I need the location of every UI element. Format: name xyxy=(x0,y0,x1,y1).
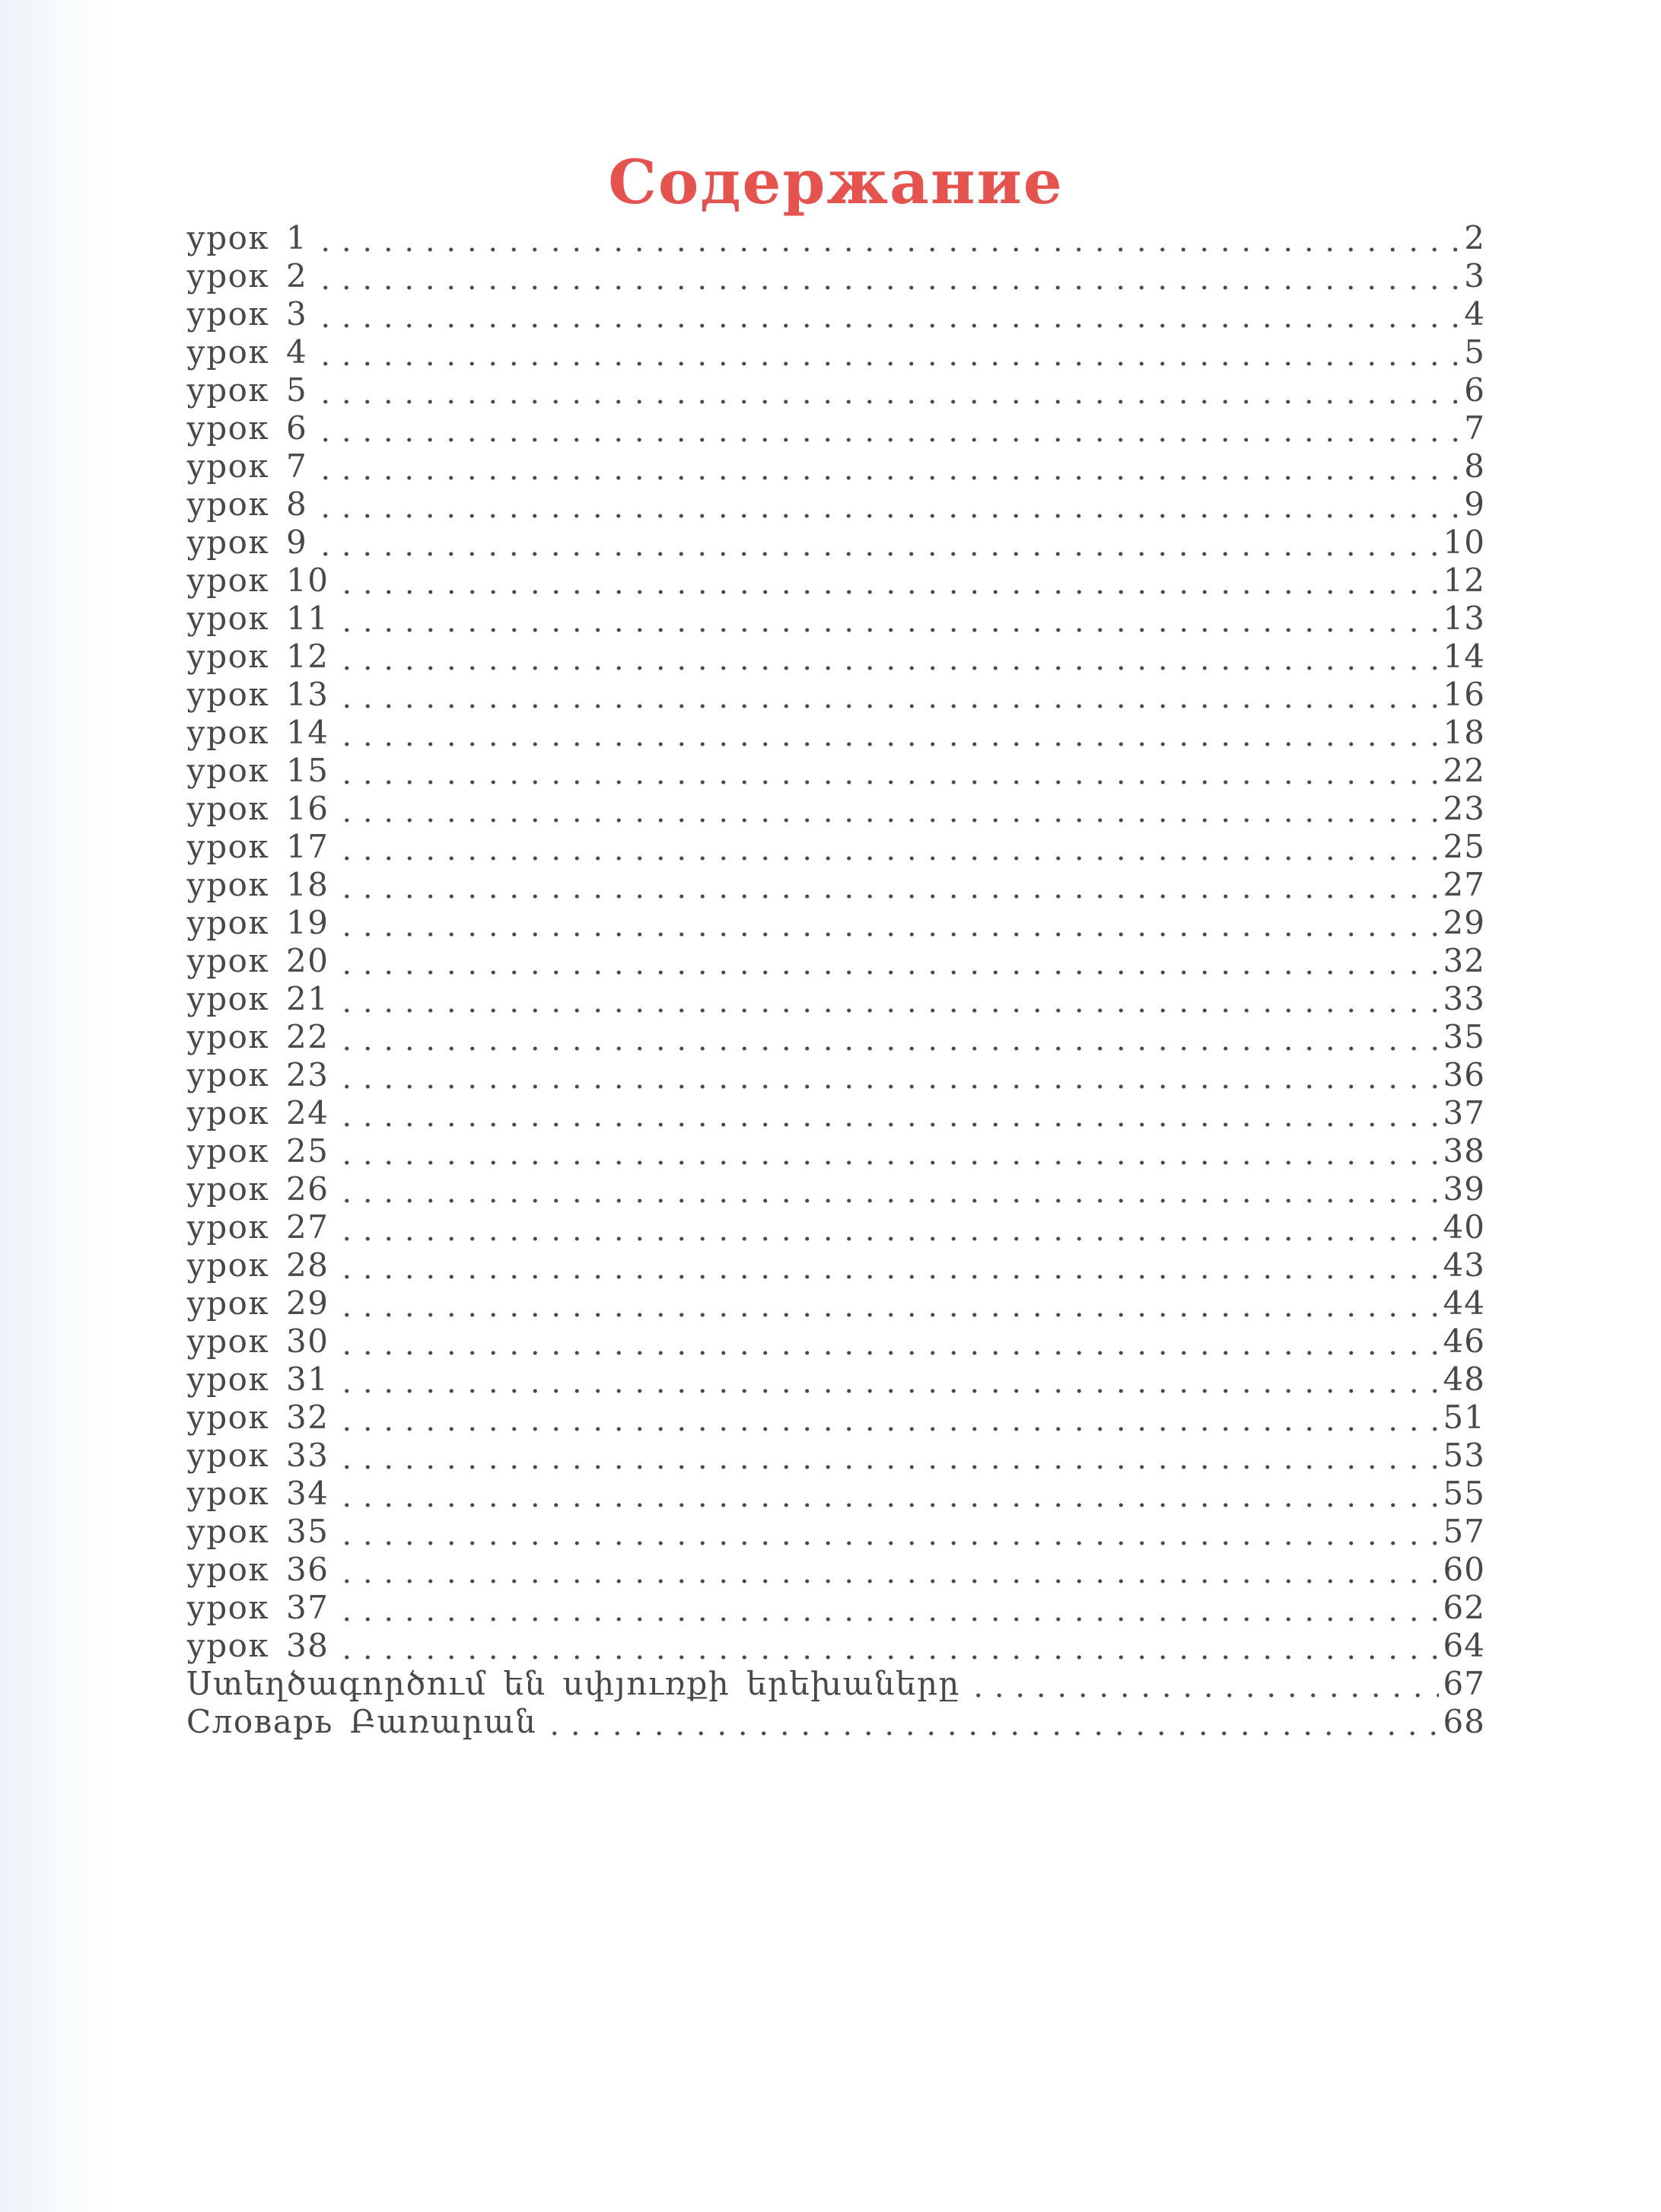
toc-entry-label: урок 31 xyxy=(186,1361,329,1398)
toc-entry-label: урок 34 xyxy=(186,1475,329,1512)
toc-entry-page: 43 xyxy=(1443,1246,1485,1284)
toc-entry xyxy=(186,790,1485,828)
toc-entry xyxy=(186,980,1485,1018)
dotted-leader xyxy=(336,1208,1438,1246)
toc-entry xyxy=(186,752,1485,790)
toc-entry-label: урок 36 xyxy=(186,1551,329,1588)
toc-entry xyxy=(186,1246,1485,1284)
toc-entry xyxy=(186,1703,1485,1741)
toc-entry-page: 36 xyxy=(1443,1056,1485,1093)
toc-entry xyxy=(186,1437,1485,1475)
toc-entry-page: 39 xyxy=(1443,1170,1485,1208)
toc-entry xyxy=(186,295,1485,333)
dotted-leader xyxy=(336,600,1438,638)
dotted-leader xyxy=(315,524,1438,562)
toc-entry-label: урок 24 xyxy=(186,1094,329,1131)
toc-entry xyxy=(186,1170,1485,1208)
dotted-leader xyxy=(315,333,1459,371)
toc-entry-label: урок 37 xyxy=(186,1589,329,1626)
toc-entry-page: 22 xyxy=(1443,752,1485,789)
dotted-leader xyxy=(336,676,1438,714)
toc-entry-page: 14 xyxy=(1443,638,1485,675)
toc-entry-page: 12 xyxy=(1443,562,1485,599)
toc-entry xyxy=(186,485,1485,524)
toc-entry xyxy=(186,828,1485,866)
toc-entry-page: 29 xyxy=(1443,904,1485,941)
toc-entry-label: урок 33 xyxy=(186,1437,329,1474)
toc-entry-page: 51 xyxy=(1443,1399,1485,1436)
toc-entry-page: 40 xyxy=(1443,1208,1485,1246)
toc-entry-page: 55 xyxy=(1443,1475,1485,1512)
dotted-leader xyxy=(336,752,1438,790)
toc-entry-page: 7 xyxy=(1464,409,1485,447)
dotted-leader xyxy=(336,904,1438,942)
toc-entry xyxy=(186,714,1485,752)
toc-entry-label: урок 22 xyxy=(186,1018,329,1055)
toc-entry-label: урок 18 xyxy=(186,866,329,903)
toc-entry xyxy=(186,524,1485,562)
dotted-leader xyxy=(315,295,1459,333)
toc-entry-page: 2 xyxy=(1464,219,1485,256)
toc-entry xyxy=(186,1475,1485,1513)
toc-entry-page: 64 xyxy=(1443,1627,1485,1664)
toc-entry xyxy=(186,1551,1485,1589)
toc-entry-label: урок 5 xyxy=(186,371,308,409)
toc-entry-page: 38 xyxy=(1443,1132,1485,1170)
toc-entry-label: урок 32 xyxy=(186,1399,329,1436)
toc-entry-page: 6 xyxy=(1464,371,1485,409)
toc-entry xyxy=(186,676,1485,714)
toc-entry-label: урок 28 xyxy=(186,1246,329,1284)
toc-entry-page: 9 xyxy=(1464,485,1485,523)
dotted-leader xyxy=(336,980,1438,1018)
toc-entry-label: урок 30 xyxy=(186,1322,329,1360)
dotted-leader xyxy=(336,1627,1438,1665)
toc-entry-label: урок 7 xyxy=(186,447,308,485)
toc-entry-label: урок 15 xyxy=(186,752,329,789)
dotted-leader xyxy=(336,1551,1438,1589)
toc-entry xyxy=(186,409,1485,447)
toc-entry xyxy=(186,1513,1485,1551)
dotted-leader xyxy=(336,638,1438,676)
dotted-leader xyxy=(544,1703,1438,1741)
toc-entry-page: 68 xyxy=(1443,1703,1485,1740)
toc-entry-label: урок 12 xyxy=(186,638,329,675)
toc-entry-page: 32 xyxy=(1443,942,1485,979)
toc-entry xyxy=(186,371,1485,409)
toc-entry-label: урок 35 xyxy=(186,1513,329,1550)
dotted-leader xyxy=(336,1475,1438,1513)
toc-entry-label: урок 1 xyxy=(186,219,308,256)
toc-entry-page: 62 xyxy=(1443,1589,1485,1626)
toc-entry-page: 48 xyxy=(1443,1361,1485,1398)
toc-entry xyxy=(186,1208,1485,1246)
toc-entry-label: урок 29 xyxy=(186,1284,329,1322)
toc-entry xyxy=(186,1284,1485,1322)
toc-entry-page: 13 xyxy=(1443,600,1485,637)
toc-entry xyxy=(186,1132,1485,1170)
toc-entry-label: урок 38 xyxy=(186,1627,329,1664)
toc-entry xyxy=(186,257,1485,295)
dotted-leader xyxy=(336,1284,1438,1322)
dotted-leader xyxy=(968,1665,1439,1703)
dotted-leader xyxy=(336,1132,1438,1170)
toc-entry xyxy=(186,219,1485,257)
toc-entry-page: 35 xyxy=(1443,1018,1485,1055)
toc-entry-label: урок 8 xyxy=(186,485,308,523)
toc-entry-label: урок 6 xyxy=(186,409,308,447)
toc-entry-label: урок 3 xyxy=(186,295,308,333)
toc-entry-label: Словарь Բառարան xyxy=(186,1703,537,1740)
dotted-leader xyxy=(315,447,1459,485)
toc-entry-page: 3 xyxy=(1464,257,1485,294)
toc-entry xyxy=(186,1665,1485,1703)
dotted-leader xyxy=(336,1018,1438,1056)
toc-entry-label: урок 23 xyxy=(186,1056,329,1093)
dotted-leader xyxy=(336,1056,1438,1094)
toc-entry xyxy=(186,942,1485,980)
toc-entry-label: урок 16 xyxy=(186,790,329,827)
toc-entry xyxy=(186,1627,1485,1665)
toc-entry-page: 8 xyxy=(1464,447,1485,485)
toc-entry-page: 5 xyxy=(1464,333,1485,371)
toc-entry-page: 60 xyxy=(1443,1551,1485,1588)
dotted-leader xyxy=(336,1094,1438,1132)
toc-entry-label: урок 19 xyxy=(186,904,329,941)
toc-entry xyxy=(186,1399,1485,1437)
toc-entry xyxy=(186,1589,1485,1627)
dotted-leader xyxy=(336,1437,1438,1475)
dotted-leader xyxy=(336,1399,1438,1437)
dotted-leader xyxy=(315,219,1459,257)
dotted-leader xyxy=(315,409,1459,447)
dotted-leader xyxy=(315,485,1459,524)
toc-entry-page: 53 xyxy=(1443,1437,1485,1474)
toc-entry-page: 67 xyxy=(1443,1665,1485,1702)
toc-entry xyxy=(186,1018,1485,1056)
toc-entry-label: урок 26 xyxy=(186,1170,329,1208)
dotted-leader xyxy=(315,371,1459,409)
dotted-leader xyxy=(336,790,1438,828)
toc-entry xyxy=(186,562,1485,600)
toc-entry xyxy=(186,1322,1485,1361)
toc-entry-label: урок 13 xyxy=(186,676,329,713)
toc-entry-page: 4 xyxy=(1464,295,1485,333)
dotted-leader xyxy=(315,257,1459,295)
toc-entry xyxy=(186,638,1485,676)
dotted-leader xyxy=(336,942,1438,980)
toc-entry xyxy=(186,904,1485,942)
toc-entry-label: урок 2 xyxy=(186,257,308,294)
toc-entry-label: урок 4 xyxy=(186,333,308,371)
page-title: Содержание xyxy=(608,145,1064,218)
toc-entry-label: урок 10 xyxy=(186,562,329,599)
toc-entry-label: Ստեղծագործում են սփյուռքի երեխաները xyxy=(186,1665,960,1702)
toc-entry xyxy=(186,1094,1485,1132)
dotted-leader xyxy=(336,1246,1438,1284)
toc-entry-label: урок 20 xyxy=(186,942,329,979)
toc-entry-page: 23 xyxy=(1443,790,1485,827)
toc-entry-label: урок 27 xyxy=(186,1208,329,1246)
toc-entry-label: урок 17 xyxy=(186,828,329,865)
toc-list xyxy=(186,219,1485,1741)
dotted-leader xyxy=(336,1589,1438,1627)
dotted-leader xyxy=(336,866,1438,904)
dotted-leader xyxy=(336,1361,1438,1399)
dotted-leader xyxy=(336,1170,1438,1208)
toc-entry-page: 33 xyxy=(1443,980,1485,1017)
toc-entry-page: 25 xyxy=(1443,828,1485,865)
toc-entry-label: урок 21 xyxy=(186,980,329,1017)
dotted-leader xyxy=(336,828,1438,866)
toc-entry xyxy=(186,600,1485,638)
toc-entry xyxy=(186,1056,1485,1094)
toc-entry-page: 10 xyxy=(1443,524,1485,561)
toc-entry xyxy=(186,333,1485,371)
dotted-leader xyxy=(336,562,1438,600)
toc-entry-label: урок 14 xyxy=(186,714,329,751)
toc-entry-page: 18 xyxy=(1443,714,1485,751)
dotted-leader xyxy=(336,1513,1438,1551)
dotted-leader xyxy=(336,714,1438,752)
toc-entry-page: 27 xyxy=(1443,866,1485,903)
toc-entry xyxy=(186,866,1485,904)
toc-entry-page: 57 xyxy=(1443,1513,1485,1550)
toc-entry xyxy=(186,447,1485,485)
toc-entry-page: 37 xyxy=(1443,1094,1485,1131)
toc-entry-label: урок 11 xyxy=(186,600,329,637)
dotted-leader xyxy=(336,1322,1438,1361)
toc-entry-page: 16 xyxy=(1443,676,1485,713)
toc-entry-page: 44 xyxy=(1443,1284,1485,1322)
toc-entry-label: урок 25 xyxy=(186,1132,329,1170)
toc-entry-label: урок 9 xyxy=(186,524,308,561)
toc-entry xyxy=(186,1361,1485,1399)
toc-entry-page: 46 xyxy=(1443,1322,1485,1360)
